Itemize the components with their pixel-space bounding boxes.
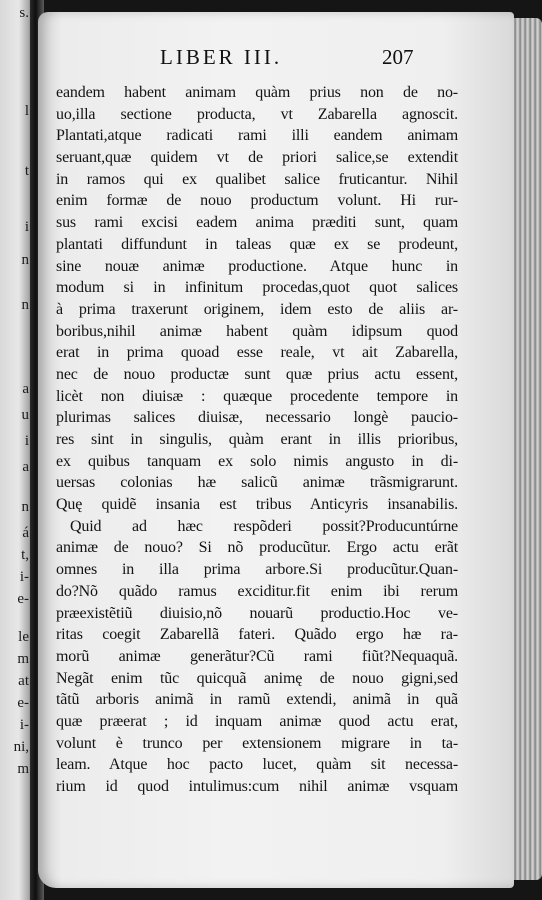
left-fragment: t, bbox=[21, 547, 29, 563]
text-line: plurimas salices diuisæ, necessario longè paucio- bbox=[56, 409, 458, 427]
text-line: enim formæ de nouo productum volunt. Hi rur- bbox=[56, 192, 458, 210]
page-number: 207 bbox=[382, 45, 414, 69]
body-text bbox=[56, 82, 458, 798]
text-line: à prima traxerunt originem, idem esto de aliis ar- bbox=[56, 300, 458, 318]
text-line: leam. Atque hoc pacto lucet, quàm sit necessa- bbox=[56, 756, 458, 774]
text-line: res sint in singulis, quàm erant in illis prioribus, bbox=[56, 431, 458, 448]
text-line: sus rami excisi eadem anima præditi sunt, quam bbox=[56, 214, 458, 232]
text-line: Plantati,atque radicati rami illi eandem animam bbox=[56, 127, 458, 145]
left-fragment: at bbox=[18, 673, 29, 689]
left-fragment: t bbox=[24, 163, 29, 179]
text-line: omnes in illa prima arbore.Si producũtur.Quan- bbox=[56, 561, 458, 579]
page-header bbox=[38, 45, 514, 77]
left-fragment: e- bbox=[17, 695, 29, 711]
text-line: uersas colonias hæ salicũ animæ trãsmigrarunt. bbox=[56, 474, 458, 492]
left-fragment: s. bbox=[19, 5, 29, 21]
text-line: volunt è trunco per extensionem migrare in ta- bbox=[56, 734, 458, 752]
text-line: in ramos qui ex qualibet salice fruticantur. Nihil bbox=[56, 170, 458, 188]
left-fragment: a bbox=[22, 381, 29, 397]
text-line: do?Nõ quãdo ramus exciditur.fit enim ibi rerum bbox=[56, 582, 458, 600]
text-line: eandem habent animam quàm prius non de no- bbox=[56, 84, 458, 101]
text-line: præexistẽtiũ diuisio,nõ nouarũ productio.Hoc ve- bbox=[56, 604, 458, 622]
left-fragment: n bbox=[21, 252, 29, 268]
page-edges bbox=[512, 18, 542, 880]
text-line: nec de nouo productæ sunt quæ prius actu essent, bbox=[56, 365, 458, 383]
running-title: LIBER III. bbox=[160, 45, 283, 69]
text-line: Negãt enim tũc quicquã animę de nouo gigni,sed bbox=[56, 669, 458, 687]
text-line: ritas coegit Zabarellã fateri. Quãdo ergo hæ ra- bbox=[56, 626, 458, 644]
left-fragment: m bbox=[17, 761, 29, 777]
right-page bbox=[38, 12, 514, 888]
left-fragment: i- bbox=[19, 569, 29, 585]
left-fragment: e- bbox=[17, 591, 29, 607]
text-line: animæ de nouo? Si nõ producũtur. Ergo actu erãt bbox=[56, 539, 458, 557]
text-line: ex quibus tanquam ex solo nimis angusto in di- bbox=[56, 452, 458, 470]
text-line: quæ præerat ; id inquam animæ quod actu erat, bbox=[56, 712, 458, 730]
text-line: boribus,nihil animæ habent quàm idipsum quod bbox=[56, 322, 458, 340]
text-line: uo,illa sectione producta, vt Zabarella agnoscit. bbox=[56, 105, 458, 123]
text-line: sine nouæ animæ productione. Atque hunc in bbox=[56, 257, 458, 275]
left-fragment: n bbox=[21, 499, 29, 515]
text-line: licèt non diuisæ : quæque procedente tempore in bbox=[56, 387, 458, 405]
left-fragment: i bbox=[24, 433, 29, 449]
text-line: tãtũ arboris animã in ramũ extendi, animã in quã bbox=[56, 691, 458, 709]
text-line: Quid ad hæc respõderi possit?Producuntúrne bbox=[70, 517, 458, 535]
left-fragment: m bbox=[17, 651, 29, 667]
left-fragment: a bbox=[22, 459, 29, 475]
left-fragment: n bbox=[21, 297, 29, 313]
left-fragment: ni, bbox=[13, 739, 29, 755]
text-line: modum si in infinitum procedas,quot quot salices bbox=[56, 279, 458, 297]
text-line: Quę quidẽ insania est tribus Anticyris insanabilis. bbox=[56, 496, 458, 514]
text-line: seruant,quæ quidem vt de priori salice,se extendit bbox=[56, 149, 458, 167]
text-line: rium id quod intulimus:cum nihil animæ vsquam bbox=[56, 778, 458, 795]
text-line: plantati diffundunt in taleas quæ ex se prodeunt, bbox=[56, 235, 458, 253]
text-line: morũ animæ generãtur?Cũ rami fiũt?Nequaquã. bbox=[56, 647, 458, 665]
left-fragment: i bbox=[24, 219, 29, 235]
text-line: erat in prima quoad esse reale, vt ait Zabarella, bbox=[56, 344, 458, 362]
left-page-text-fragments bbox=[0, 0, 34, 900]
left-fragment: i- bbox=[19, 717, 29, 733]
left-fragment: l bbox=[24, 103, 29, 119]
left-fragment: le bbox=[18, 629, 29, 645]
left-fragment: u bbox=[21, 407, 29, 423]
left-fragment: á bbox=[22, 525, 29, 541]
